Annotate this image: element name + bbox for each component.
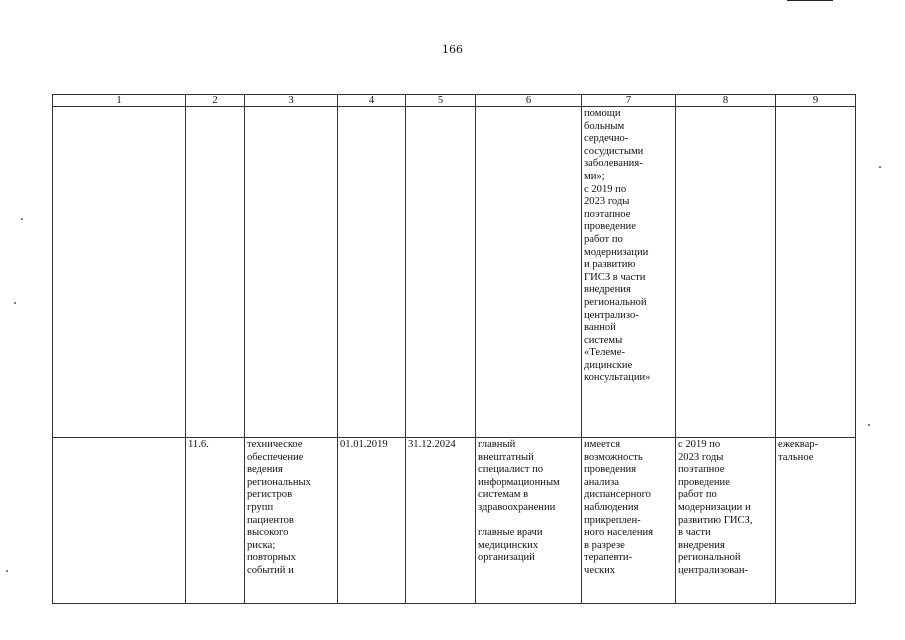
- column-number: 9: [776, 95, 856, 107]
- scan-speck: [14, 302, 16, 304]
- column-number: 3: [245, 95, 338, 107]
- table-cell: [776, 107, 856, 438]
- table-cell: [53, 438, 186, 604]
- table-cell: имеется возможность проведения анализа диспансерного наблюдения прикреплен- ного населения в разрезе терапевти- ческих: [582, 438, 676, 604]
- scan-speck: [868, 424, 870, 426]
- table-cell: 01.01.2019: [338, 438, 406, 604]
- table-cell: [406, 107, 476, 438]
- column-number: 8: [676, 95, 776, 107]
- table-cell: [53, 107, 186, 438]
- table-cell: 11.6.: [186, 438, 245, 604]
- scan-speck: [6, 570, 8, 572]
- column-number-row: [53, 95, 856, 107]
- table-cell: [186, 107, 245, 438]
- table-cell: ежеквар- тальное: [776, 438, 856, 604]
- table-cell: техническое обеспечение ведения региональных регистров групп пациентов высокого риска; повторных событий и: [245, 438, 338, 604]
- page-number: 166: [442, 43, 463, 56]
- column-number: 6: [476, 95, 582, 107]
- column-number: 7: [582, 95, 676, 107]
- corner-rule: [787, 0, 833, 4]
- plan-table: [52, 94, 856, 604]
- scan-speck: [879, 166, 881, 168]
- table-row: [53, 438, 856, 604]
- table-cell: [676, 107, 776, 438]
- column-number: 4: [338, 95, 406, 107]
- table-cell: [476, 107, 582, 438]
- column-number: 2: [186, 95, 245, 107]
- table-cell: 31.12.2024: [406, 438, 476, 604]
- scan-speck: [21, 218, 23, 220]
- table-cell: главный внештатный специалист по информационным системам в здравоохранении главные врачи медицинских организаций: [476, 438, 582, 604]
- table-row: [53, 107, 856, 438]
- table-cell: [245, 107, 338, 438]
- column-number: 5: [406, 95, 476, 107]
- column-number: 1: [53, 95, 186, 107]
- table-cell: [338, 107, 406, 438]
- table-cell: с 2019 по 2023 годы поэтапное проведение работ по модернизации и развитию ГИСЗ, в части внедрения региональной централизован-: [676, 438, 776, 604]
- table-cell: помощи больным сердечно- сосудистыми заболевания- ми»; с 2019 по 2023 годы поэтапное проведение работ по модернизации и развитию ГИСЗ в части внедрения региональной централизо- ванной системы «Телеме- дицинские консультации»: [582, 107, 676, 438]
